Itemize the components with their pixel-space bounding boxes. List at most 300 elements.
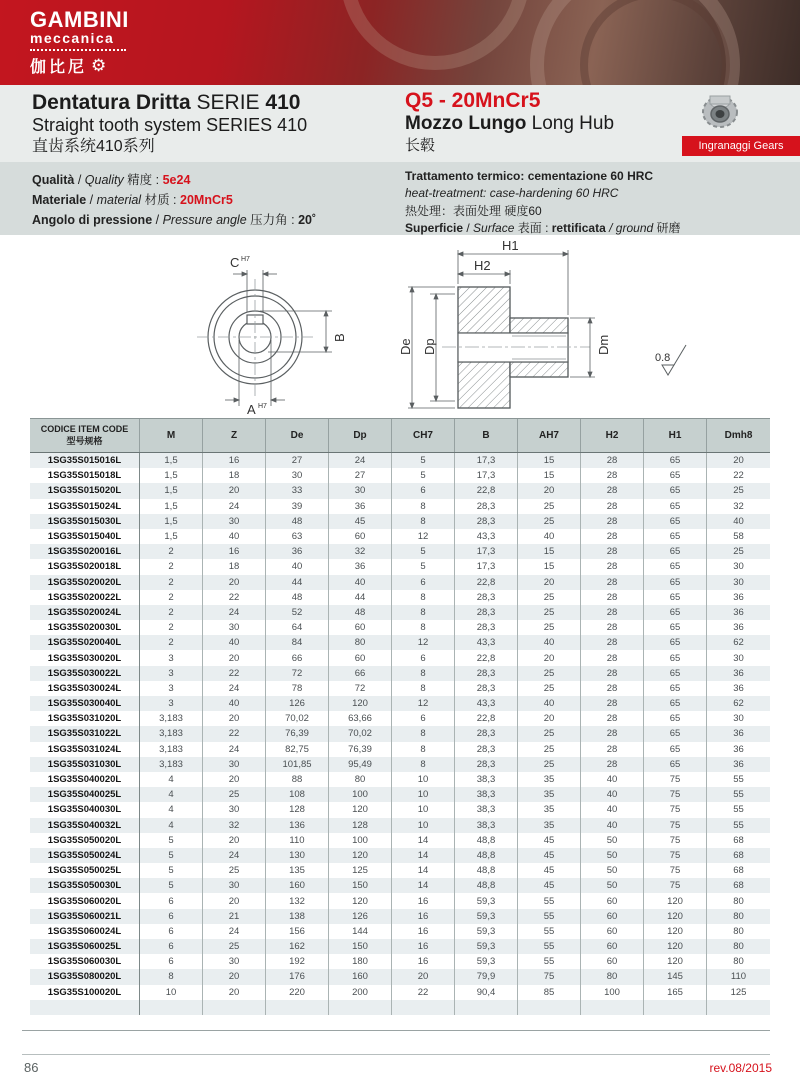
value-cell: 8 xyxy=(140,969,203,984)
value-cell: 110 xyxy=(730,971,747,983)
value-cell: 65 xyxy=(644,635,707,650)
value-cell: 66 xyxy=(329,666,392,681)
table-row xyxy=(30,954,770,969)
value-cell: 55 xyxy=(518,909,581,924)
value-cell: 32 xyxy=(733,500,744,512)
value-cell: 25 xyxy=(203,863,266,878)
value-cell: 33 xyxy=(266,483,329,498)
value-cell: 27 xyxy=(329,468,392,483)
value-cell: 30 xyxy=(733,576,744,588)
value-cell: 6 xyxy=(392,483,455,498)
value-cell: 6 xyxy=(140,909,203,924)
value-cell: 36 xyxy=(329,499,392,514)
value-cell: 76,39 xyxy=(266,726,329,741)
item-code-cell: 1SG35S020020L xyxy=(30,575,140,590)
column-header-b: B xyxy=(455,419,518,452)
item-code-cell: 1SG35S040025L xyxy=(30,787,140,802)
value-cell: 50 xyxy=(581,848,644,863)
value-cell: 20 xyxy=(203,772,266,787)
empty-cell xyxy=(203,1000,266,1015)
value-cell: 28,3 xyxy=(455,742,518,757)
gear-icon: ⚙ xyxy=(91,55,107,75)
column-header-h2: H2 xyxy=(581,419,644,452)
value-cell: 120 xyxy=(644,924,707,939)
table-row xyxy=(30,575,770,590)
item-code-cell: 1SG35S030022L xyxy=(30,666,140,681)
value-cell: 60 xyxy=(581,909,644,924)
value-cell: 55 xyxy=(733,819,744,831)
value-cell: 20 xyxy=(203,575,266,590)
spec-surface-value-it: rettificata xyxy=(551,221,606,236)
value-cell: 101,85 xyxy=(266,757,329,772)
value-cell: 36 xyxy=(733,606,744,618)
value-cell: 17,3 xyxy=(455,544,518,559)
item-code-cell: 1SG35S100020L xyxy=(30,985,140,1000)
value-cell: 22,8 xyxy=(455,711,518,726)
value-cell: 65 xyxy=(644,529,707,544)
value-cell: 1,5 xyxy=(140,529,203,544)
value-cell: 20 xyxy=(203,833,266,848)
table-row xyxy=(30,757,770,772)
table-row xyxy=(30,499,770,514)
value-cell: 30 xyxy=(203,802,266,817)
value-cell: 8 xyxy=(392,726,455,741)
item-code-cell: 1SG35S030040L xyxy=(30,696,140,711)
value-cell: 90,4 xyxy=(455,985,518,1000)
value-cell: 30 xyxy=(203,878,266,893)
value-cell: 72 xyxy=(329,681,392,696)
value-cell: 65 xyxy=(644,666,707,681)
value-cell: 16 xyxy=(392,954,455,969)
value-cell: 35 xyxy=(518,772,581,787)
value-cell: 48,8 xyxy=(455,848,518,863)
value-cell: 75 xyxy=(644,772,707,787)
value-cell: 160 xyxy=(329,969,392,984)
value-cell: 1,5 xyxy=(140,468,203,483)
table-row xyxy=(30,666,770,681)
table-body xyxy=(30,453,770,1015)
value-cell: 28 xyxy=(581,620,644,635)
spec-surface-value-zh: 研磨 xyxy=(653,221,681,236)
spec-surface-value-en: ground xyxy=(615,221,654,236)
value-cell: 2 xyxy=(140,605,203,620)
value-cell: 59,3 xyxy=(455,939,518,954)
value-cell: 65 xyxy=(644,559,707,574)
value-cell: 75 xyxy=(644,863,707,878)
value-cell: 40 xyxy=(581,787,644,802)
value-cell: 25 xyxy=(733,546,744,558)
hub-type-title xyxy=(405,113,614,136)
series-title-chinese: 直齿系统410系列 xyxy=(32,137,155,155)
separator: / xyxy=(86,193,97,207)
value-cell: 24 xyxy=(203,681,266,696)
value-cell: 40 xyxy=(581,802,644,817)
value-cell: 128 xyxy=(266,802,329,817)
value-cell: 36 xyxy=(733,667,744,679)
item-code-cell: 1SG35S031030L xyxy=(30,757,140,772)
value-cell: 28 xyxy=(581,605,644,620)
value-cell: 15 xyxy=(518,468,581,483)
spec-heat-treatment-en: heat-treatment: case-hardening 60 HRC xyxy=(405,186,619,201)
empty-cell xyxy=(140,1000,203,1015)
value-cell: 10 xyxy=(392,787,455,802)
value-cell: 84 xyxy=(266,635,329,650)
spec-heat-treatment-it: Trattamento termico: cementazione 60 HRC xyxy=(405,169,654,183)
value-cell: 8 xyxy=(392,742,455,757)
value-cell: 126 xyxy=(266,696,329,711)
title-band xyxy=(0,85,800,162)
technical-drawing xyxy=(50,240,750,415)
spec-pressure-angle xyxy=(32,210,316,230)
hub-gear-photo xyxy=(692,88,748,134)
value-cell: 63,66 xyxy=(329,711,392,726)
value-cell: 20 xyxy=(518,711,581,726)
value-cell: 95,49 xyxy=(329,757,392,772)
value-cell: 25 xyxy=(518,514,581,529)
value-cell: 75 xyxy=(644,833,707,848)
column-header-item-code xyxy=(30,419,140,452)
table-row xyxy=(30,833,770,848)
table-row xyxy=(30,802,770,817)
value-cell: 60 xyxy=(329,529,392,544)
value-cell: 28 xyxy=(581,453,644,468)
value-cell: 162 xyxy=(266,939,329,954)
table-row xyxy=(30,590,770,605)
value-cell: 65 xyxy=(644,499,707,514)
table-row xyxy=(30,468,770,483)
value-cell: 20 xyxy=(203,893,266,908)
value-cell: 22,8 xyxy=(455,483,518,498)
value-cell: 55 xyxy=(518,893,581,908)
gears-photo xyxy=(320,0,800,85)
value-cell: 55 xyxy=(733,774,744,786)
value-cell: 25 xyxy=(518,742,581,757)
value-cell: 14 xyxy=(392,878,455,893)
value-cell: 75 xyxy=(644,878,707,893)
value-cell: 65 xyxy=(644,711,707,726)
value-cell: 125 xyxy=(730,986,747,998)
value-cell: 48,8 xyxy=(455,863,518,878)
value-cell: 68 xyxy=(733,834,744,846)
item-code-cell: 1SG35S060020L xyxy=(30,893,140,908)
value-cell: 165 xyxy=(644,985,707,1000)
table-row xyxy=(30,696,770,711)
value-cell: 6 xyxy=(140,954,203,969)
value-cell: 45 xyxy=(329,514,392,529)
specs-left-block xyxy=(32,170,316,230)
table-row-empty xyxy=(30,1000,770,1015)
spec-surface-it: Superficie xyxy=(405,221,464,236)
value-cell: 8 xyxy=(392,757,455,772)
value-cell: 28,3 xyxy=(455,620,518,635)
value-cell: 20 xyxy=(518,650,581,665)
value-cell: 20 xyxy=(203,483,266,498)
value-cell: 28 xyxy=(581,514,644,529)
specs-band xyxy=(0,162,800,235)
item-code-cell: 1SG35S060024L xyxy=(30,924,140,939)
table-row xyxy=(30,939,770,954)
value-cell: 40 xyxy=(581,772,644,787)
spec-material-en: material xyxy=(96,193,142,207)
value-cell: 28,3 xyxy=(455,514,518,529)
value-cell: 65 xyxy=(644,575,707,590)
value-cell: 180 xyxy=(329,954,392,969)
value-cell: 18 xyxy=(203,468,266,483)
value-cell: 28,3 xyxy=(455,605,518,620)
value-cell: 156 xyxy=(266,924,329,939)
value-cell: 30 xyxy=(203,514,266,529)
value-cell: 28 xyxy=(581,666,644,681)
value-cell: 120 xyxy=(644,893,707,908)
column-header-dp: Dp xyxy=(329,419,392,452)
value-cell: 125 xyxy=(329,863,392,878)
value-cell: 68 xyxy=(733,880,744,892)
spec-quality-zh: 精度 : xyxy=(123,173,163,187)
value-cell: 62 xyxy=(733,637,744,649)
value-cell: 20 xyxy=(518,575,581,590)
value-cell: 5 xyxy=(140,878,203,893)
value-cell: 80 xyxy=(733,910,744,922)
spec-heat-treatment-zh: 热处理：表面处理 硬度60 xyxy=(405,203,542,218)
value-cell: 80 xyxy=(733,941,744,953)
value-cell: 14 xyxy=(392,863,455,878)
item-code-cell: 1SG35S020016L xyxy=(30,544,140,559)
value-cell: 48,8 xyxy=(455,833,518,848)
series-title-english: Straight tooth system SERIES 410 xyxy=(32,115,308,136)
value-cell: 28,3 xyxy=(455,681,518,696)
empty-cell xyxy=(30,1000,140,1015)
value-cell: 100 xyxy=(581,985,644,1000)
value-cell: 59,3 xyxy=(455,893,518,908)
value-cell: 40 xyxy=(733,515,744,527)
value-cell: 16 xyxy=(392,939,455,954)
logo-text-meccanica: meccanica xyxy=(30,30,115,46)
value-cell: 138 xyxy=(266,909,329,924)
value-cell: 40 xyxy=(203,635,266,650)
item-code-cell: 1SG35S015018L xyxy=(30,468,140,483)
column-header-m: M xyxy=(140,419,203,452)
separator: / xyxy=(605,221,616,236)
value-cell: 35 xyxy=(518,802,581,817)
value-cell: 36 xyxy=(733,682,744,694)
value-cell: 10 xyxy=(140,985,203,1000)
value-cell: 22 xyxy=(392,985,455,1000)
value-cell: 20 xyxy=(518,483,581,498)
empty-cell xyxy=(329,1000,392,1015)
value-cell: 135 xyxy=(266,863,329,878)
value-cell: 50 xyxy=(581,833,644,848)
title-serie-number: 410 xyxy=(265,91,301,114)
value-cell: 28,3 xyxy=(455,590,518,605)
spec-angle-value: 20˚ xyxy=(298,213,317,227)
value-cell: 20 xyxy=(203,711,266,726)
value-cell: 72 xyxy=(266,666,329,681)
spec-quality-it: Qualità xyxy=(32,173,75,187)
header-code-zh: 型号规格 xyxy=(66,435,103,446)
value-cell: 30 xyxy=(733,713,744,725)
item-code-cell: 1SG35S031022L xyxy=(30,726,140,741)
value-cell: 126 xyxy=(329,909,392,924)
value-cell: 28 xyxy=(581,575,644,590)
value-cell: 120 xyxy=(644,909,707,924)
value-cell: 3,183 xyxy=(140,711,203,726)
value-cell: 65 xyxy=(644,620,707,635)
value-cell: 30 xyxy=(329,483,392,498)
value-cell: 28 xyxy=(581,559,644,574)
dim-label-de: De xyxy=(398,338,413,355)
table-row xyxy=(30,878,770,893)
separator: / xyxy=(463,221,474,236)
value-cell: 132 xyxy=(266,893,329,908)
value-cell: 3 xyxy=(140,650,203,665)
title-dentatura: Dentatura Dritta xyxy=(32,91,191,114)
table-row xyxy=(30,650,770,665)
empty-cell xyxy=(455,1000,518,1015)
value-cell: 65 xyxy=(644,514,707,529)
value-cell: 16 xyxy=(392,924,455,939)
value-cell: 220 xyxy=(266,985,329,1000)
empty-cell xyxy=(518,1000,581,1015)
value-cell: 150 xyxy=(329,878,392,893)
value-cell: 6 xyxy=(392,650,455,665)
item-code-cell: 1SG35S020024L xyxy=(30,605,140,620)
table-row xyxy=(30,772,770,787)
table-row xyxy=(30,620,770,635)
table-row xyxy=(30,848,770,863)
value-cell: 24 xyxy=(203,499,266,514)
page-number: 86 xyxy=(24,1060,39,1075)
value-cell: 15 xyxy=(518,559,581,574)
value-cell: 24 xyxy=(203,742,266,757)
surface-roughness-value: 0.8 xyxy=(655,352,671,364)
value-cell: 2 xyxy=(140,635,203,650)
value-cell: 2 xyxy=(140,559,203,574)
spec-angle-zh: 压力角 : xyxy=(246,213,299,227)
value-cell: 65 xyxy=(644,453,707,468)
value-cell: 40 xyxy=(518,635,581,650)
item-code-cell: 1SG35S015020L xyxy=(30,483,140,498)
logo-text-chinese: 伽比尼 xyxy=(30,59,88,77)
item-code-cell: 1SG35S050020L xyxy=(30,833,140,848)
value-cell: 75 xyxy=(644,787,707,802)
value-cell: 80 xyxy=(733,895,744,907)
value-cell: 44 xyxy=(329,590,392,605)
value-cell: 30 xyxy=(203,757,266,772)
value-cell: 28 xyxy=(581,681,644,696)
spec-material-value: 20MnCr5 xyxy=(180,193,233,207)
value-cell: 43,3 xyxy=(455,635,518,650)
ingranaggi-gears-badge: Ingranaggi Gears xyxy=(682,136,800,156)
value-cell: 28 xyxy=(581,650,644,665)
value-cell: 160 xyxy=(266,878,329,893)
hub-type-english: Long Hub xyxy=(526,113,615,135)
value-cell: 50 xyxy=(581,878,644,893)
value-cell: 10 xyxy=(392,818,455,833)
value-cell: 108 xyxy=(266,787,329,802)
value-cell: 55 xyxy=(518,939,581,954)
spec-material xyxy=(32,190,316,210)
value-cell: 30 xyxy=(733,561,744,573)
material-grade-title: Q5 - 20MnCr5 xyxy=(405,89,541,112)
value-cell: 65 xyxy=(644,468,707,483)
dim-label-dp: Dp xyxy=(422,338,437,355)
hub-type-chinese: 长毂 xyxy=(405,136,436,154)
value-cell: 3,183 xyxy=(140,726,203,741)
spec-quality-value: 5e24 xyxy=(162,173,191,187)
value-cell: 2 xyxy=(140,575,203,590)
value-cell: 38,3 xyxy=(455,802,518,817)
gambini-logo xyxy=(30,9,129,77)
value-cell: 28 xyxy=(581,544,644,559)
value-cell: 5 xyxy=(392,559,455,574)
value-cell: 85 xyxy=(518,985,581,1000)
value-cell: 16 xyxy=(203,544,266,559)
table-row xyxy=(30,909,770,924)
value-cell: 65 xyxy=(644,590,707,605)
value-cell: 35 xyxy=(518,787,581,802)
table-row xyxy=(30,818,770,833)
value-cell: 38,3 xyxy=(455,787,518,802)
table-row xyxy=(30,863,770,878)
value-cell: 10 xyxy=(392,772,455,787)
value-cell: 65 xyxy=(644,544,707,559)
item-code-cell: 1SG35S020030L xyxy=(30,620,140,635)
spec-material-zh: 材质 : xyxy=(141,193,180,207)
column-header-h1: H1 xyxy=(644,419,707,452)
value-cell: 28 xyxy=(581,483,644,498)
value-cell: 39 xyxy=(266,499,329,514)
spec-surface-zh: 表面 : xyxy=(514,221,552,236)
table-row xyxy=(30,605,770,620)
value-cell: 25 xyxy=(518,666,581,681)
value-cell: 20 xyxy=(392,969,455,984)
value-cell: 25 xyxy=(518,620,581,635)
value-cell: 1,5 xyxy=(140,483,203,498)
table-row xyxy=(30,529,770,544)
value-cell: 120 xyxy=(329,848,392,863)
value-cell: 28 xyxy=(581,468,644,483)
spec-quality xyxy=(32,170,316,190)
value-cell: 28 xyxy=(581,726,644,741)
value-cell: 5 xyxy=(140,863,203,878)
value-cell: 36 xyxy=(266,544,329,559)
table-header-row xyxy=(30,419,770,453)
value-cell: 65 xyxy=(644,650,707,665)
value-cell: 12 xyxy=(392,696,455,711)
value-cell: 17,3 xyxy=(455,468,518,483)
value-cell: 65 xyxy=(644,681,707,696)
value-cell: 20 xyxy=(203,969,266,984)
value-cell: 60 xyxy=(581,924,644,939)
value-cell: 24 xyxy=(203,848,266,863)
value-cell: 80 xyxy=(733,956,744,968)
value-cell: 80 xyxy=(329,635,392,650)
value-cell: 62 xyxy=(733,698,744,710)
value-cell: 28 xyxy=(581,696,644,711)
value-cell: 17,3 xyxy=(455,559,518,574)
top-banner xyxy=(0,0,800,85)
value-cell: 79,9 xyxy=(455,969,518,984)
value-cell: 25 xyxy=(518,757,581,772)
value-cell: 40 xyxy=(203,529,266,544)
specs-right-block xyxy=(405,168,681,238)
value-cell: 2 xyxy=(140,620,203,635)
value-cell: 22 xyxy=(203,666,266,681)
value-cell: 3,183 xyxy=(140,757,203,772)
value-cell: 25 xyxy=(518,681,581,696)
value-cell: 60 xyxy=(581,939,644,954)
item-code-cell: 1SG35S031024L xyxy=(30,742,140,757)
